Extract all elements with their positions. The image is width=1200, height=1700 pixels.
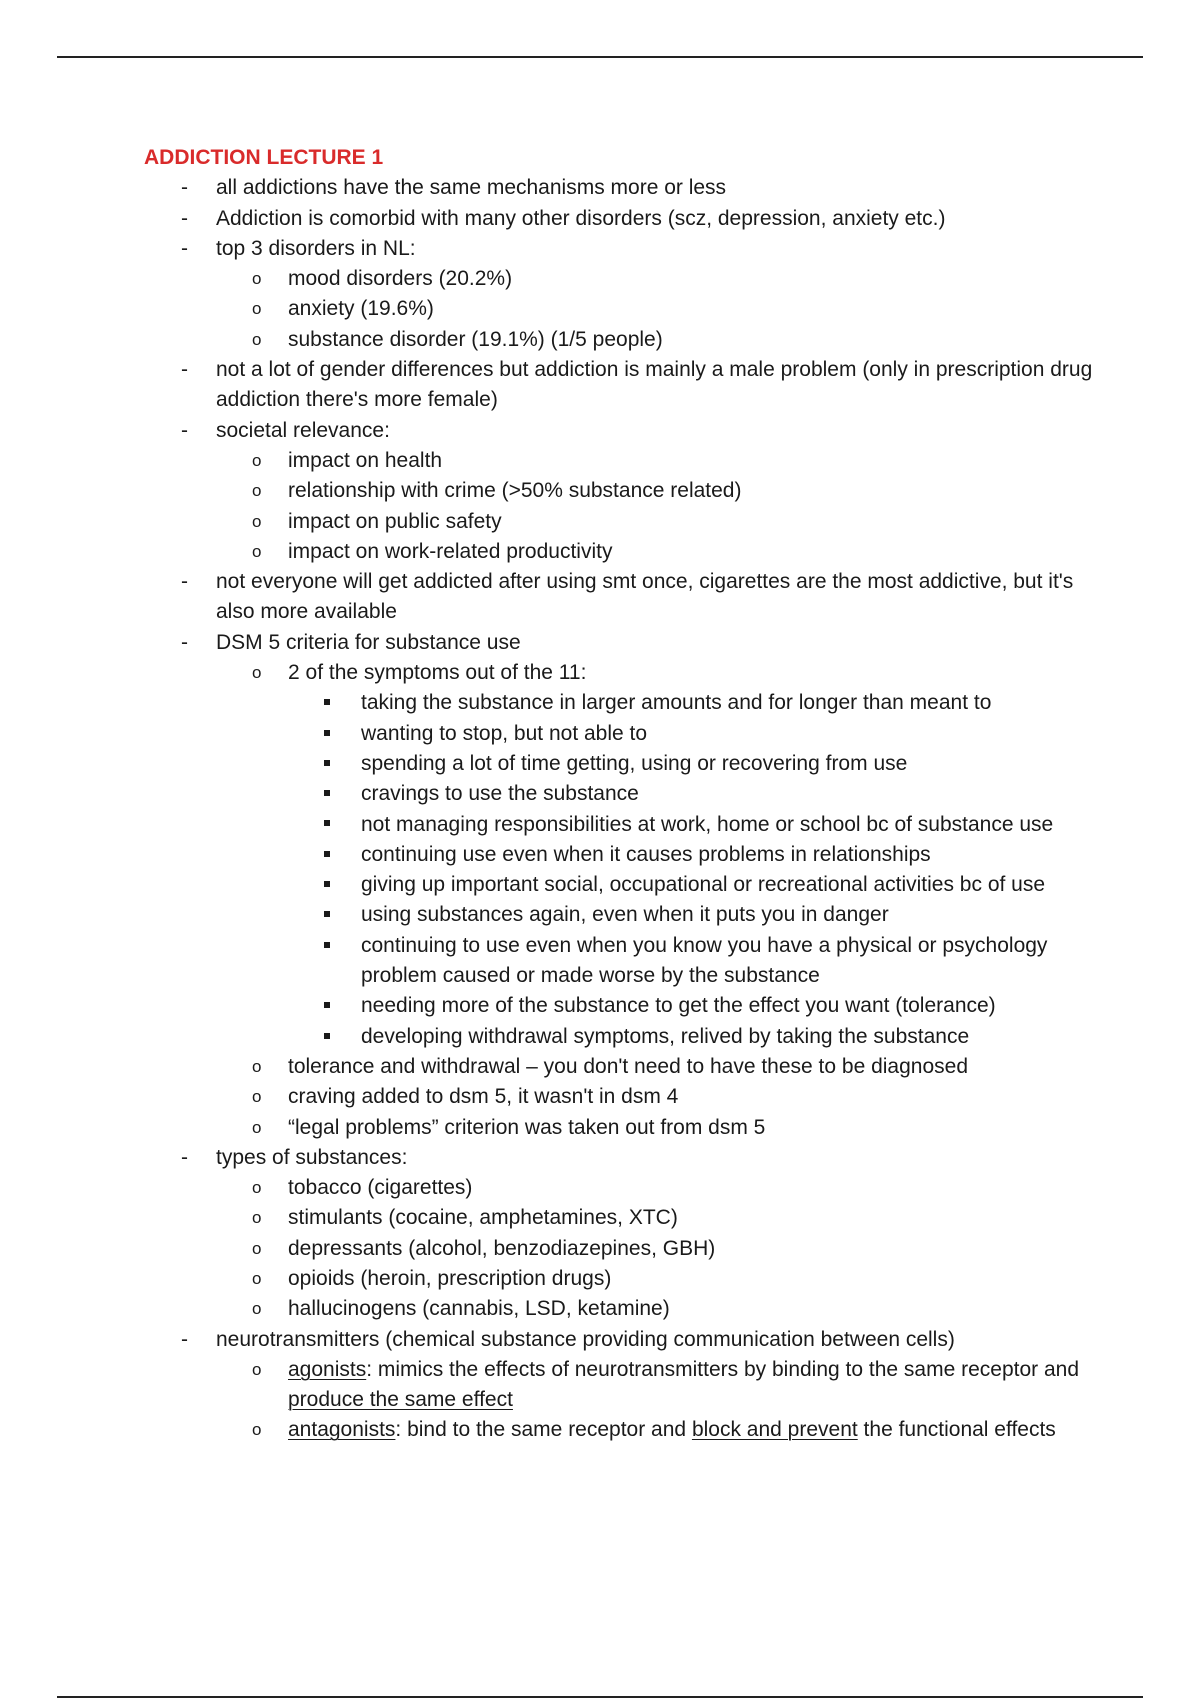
list-item: o anxiety (19.6%) <box>144 294 1104 324</box>
circle-bullet: o <box>252 1420 262 1440</box>
page-title: ADDICTION LECTURE 1 <box>144 146 384 169</box>
circle-bullet: o <box>252 329 262 349</box>
list-item: o depressants (alcohol, benzodiazepines, GBH) <box>144 1234 1104 1264</box>
dash-bullet: - <box>181 418 188 442</box>
list-item: o antagonists: bind to the same receptor and block and prevent the functional effects <box>144 1415 1104 1445</box>
circle-bullet: o <box>252 269 262 289</box>
dash-bullet: - <box>181 1145 188 1169</box>
list-item: o relationship with crime (>50% substance related) <box>144 476 1104 506</box>
circle-bullet: o <box>252 481 262 501</box>
circle-bullet: o <box>252 1087 262 1107</box>
list-item: not managing responsibilities at work, home or school bc of substance use <box>144 810 1104 840</box>
term-antagonists: antagonists <box>288 1418 396 1442</box>
square-bullet <box>324 719 330 749</box>
circle-bullet: o <box>252 299 262 319</box>
square-bullet <box>324 1022 330 1052</box>
list-item: taking the substance in larger amounts and for longer than meant to <box>144 688 1104 718</box>
circle-bullet: o <box>252 1056 262 1076</box>
circle-bullet: o <box>252 450 262 470</box>
list-item: giving up important social, occupational or recreational activities bc of use <box>144 870 1104 900</box>
list-item: using substances again, even when it puts you in danger <box>144 900 1104 930</box>
list-item: o stimulants (cocaine, amphetamines, XTC) <box>144 1203 1104 1233</box>
list-item: needing more of the substance to get the effect you want (tolerance) <box>144 991 1104 1021</box>
list-item: o 2 of the symptoms out of the 11: <box>144 658 1104 688</box>
document-body <box>144 143 1104 1446</box>
list-item: spending a lot of time getting, using or recovering from use <box>144 749 1104 779</box>
list-item: - top 3 disorders in NL: <box>144 234 1104 264</box>
list-item: o impact on health <box>144 446 1104 476</box>
list-item: o “legal problems” criterion was taken out from dsm 5 <box>144 1113 1104 1143</box>
list-item: o agonists: mimics the effects of neurotransmitters by binding to the same receptor and produce the same effect <box>144 1355 1104 1416</box>
list-item: - not everyone will get addicted after using smt once, cigarettes are the most addictive, but it's also more available <box>144 567 1104 628</box>
circle-bullet: o <box>252 511 262 531</box>
square-bullet <box>324 931 330 961</box>
underlined-phrase: block and prevent <box>691 1418 858 1442</box>
list-item: wanting to stop, but not able to <box>144 719 1104 749</box>
term-agonists: agonists <box>288 1357 367 1381</box>
circle-bullet: o <box>252 1359 262 1379</box>
underlined-phrase: produce the same effect <box>288 1388 513 1412</box>
square-bullet <box>324 688 330 718</box>
dash-bullet: - <box>181 630 188 654</box>
square-bullet <box>324 870 330 900</box>
list-item: continuing to use even when you know you have a physical or psychology problem caused or made worse by the substance <box>144 931 1104 992</box>
list-item: continuing use even when it causes problems in relationships <box>144 840 1104 870</box>
footer-rule <box>57 1696 1143 1698</box>
list-item: - all addictions have the same mechanisms more or less <box>144 173 1104 203</box>
list-item: - neurotransmitters (chemical substance providing communication between cells) <box>144 1325 1104 1355</box>
circle-bullet: o <box>252 1238 262 1258</box>
square-bullet <box>324 749 330 779</box>
list-item: - not a lot of gender differences but addiction is mainly a male problem (only in prescription drug addiction there's more female) <box>144 355 1104 416</box>
list-item: - DSM 5 criteria for substance use <box>144 628 1104 658</box>
square-bullet <box>324 900 330 930</box>
dash-bullet: - <box>181 358 188 382</box>
list-item: o opioids (heroin, prescription drugs) <box>144 1264 1104 1294</box>
list-item: o mood disorders (20.2%) <box>144 264 1104 294</box>
circle-bullet: o <box>252 1268 262 1288</box>
header-rule <box>57 56 1143 58</box>
circle-bullet: o <box>252 663 262 683</box>
circle-bullet: o <box>252 1178 262 1198</box>
dash-bullet: - <box>181 570 188 594</box>
square-bullet <box>324 991 330 1021</box>
list-item: - societal relevance: <box>144 416 1104 446</box>
list-item: - Addiction is comorbid with many other disorders (scz, depression, anxiety etc.) <box>144 204 1104 234</box>
list-item: o craving added to dsm 5, it wasn't in dsm 4 <box>144 1082 1104 1112</box>
circle-bullet: o <box>252 1299 262 1319</box>
square-bullet <box>324 810 330 840</box>
circle-bullet: o <box>252 1208 262 1228</box>
list-item: o impact on work-related productivity <box>144 537 1104 567</box>
list-item: cravings to use the substance <box>144 779 1104 809</box>
circle-bullet: o <box>252 1117 262 1137</box>
circle-bullet: o <box>252 541 262 561</box>
list-item: o tolerance and withdrawal – you don't need to have these to be diagnosed <box>144 1052 1104 1082</box>
square-bullet <box>324 779 330 809</box>
dash-bullet: - <box>181 206 188 230</box>
dash-bullet: - <box>181 1327 188 1351</box>
list-item: - types of substances: <box>144 1143 1104 1173</box>
square-bullet <box>324 840 330 870</box>
list-item: o impact on public safety <box>144 507 1104 537</box>
list-item: developing withdrawal symptoms, relived by taking the substance <box>144 1022 1104 1052</box>
dash-bullet: - <box>181 176 188 200</box>
list-item: o hallucinogens (cannabis, LSD, ketamine) <box>144 1294 1104 1324</box>
list-item: o tobacco (cigarettes) <box>144 1173 1104 1203</box>
dash-bullet: - <box>181 236 188 260</box>
list-item: o substance disorder (19.1%) (1/5 people) <box>144 325 1104 355</box>
